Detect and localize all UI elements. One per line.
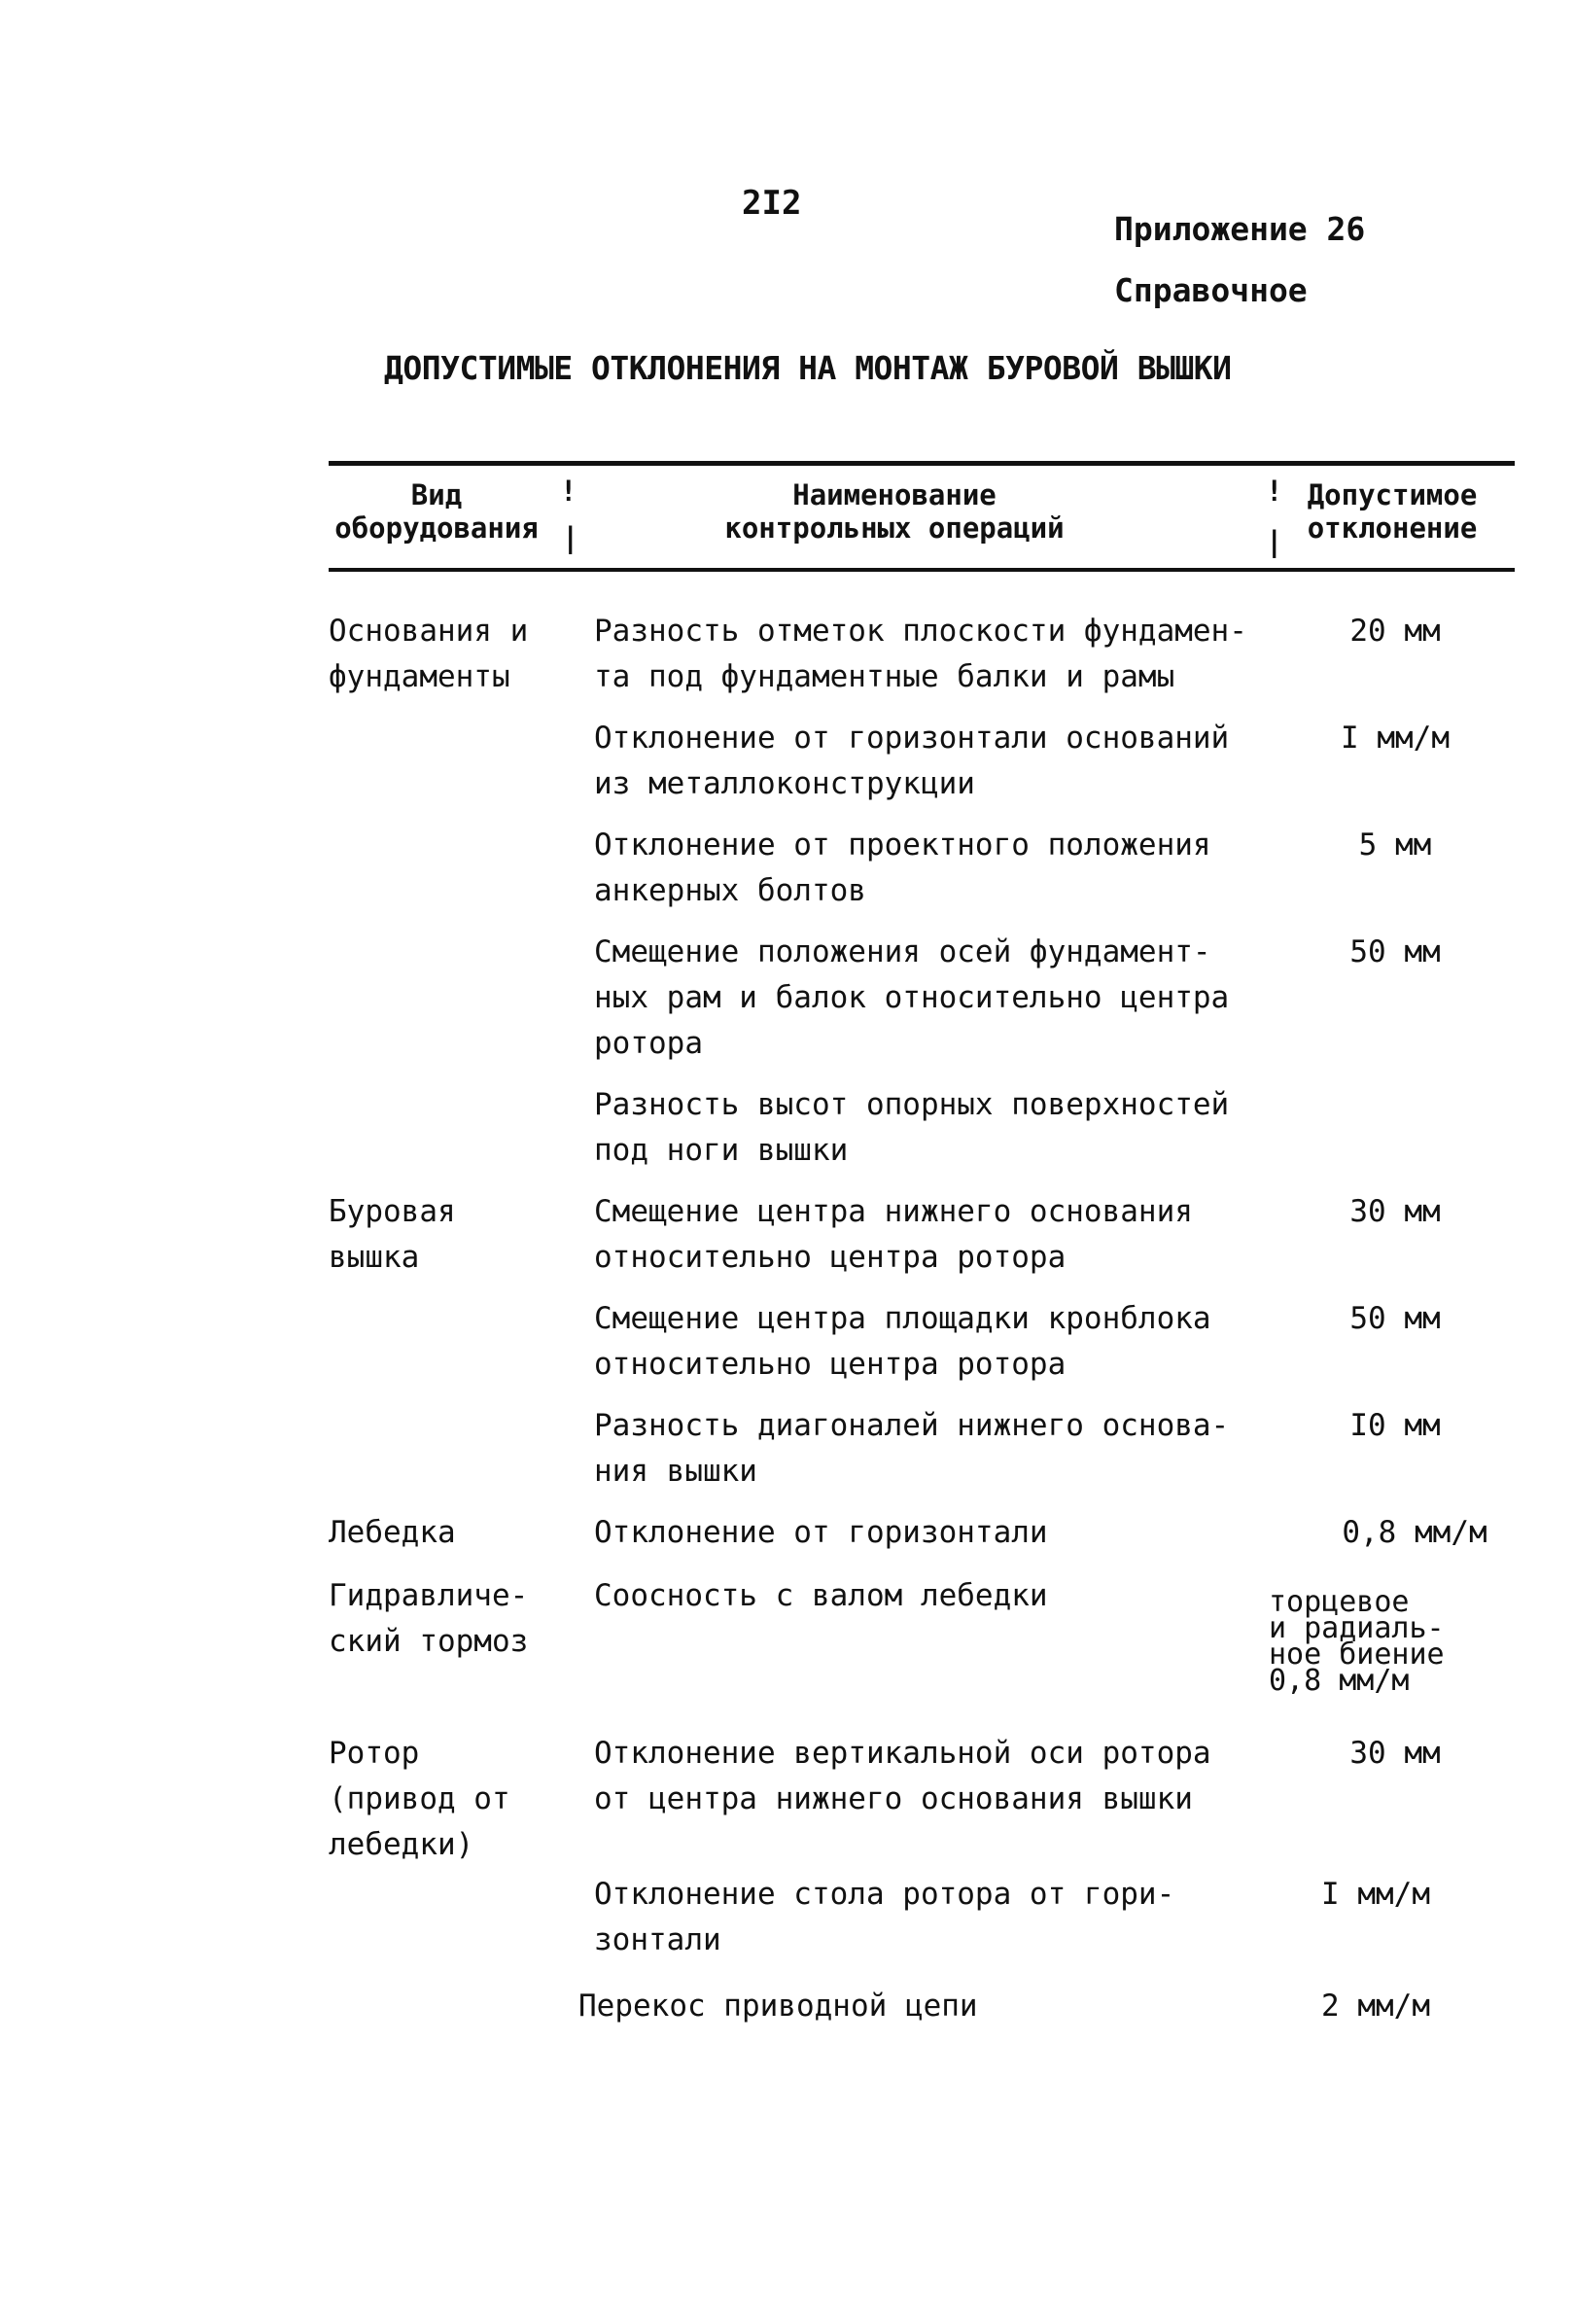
operation-text: Смещение положения осей фундамент-: [594, 934, 1211, 969]
category-label: Основания и: [329, 614, 529, 649]
header-col3-line1: Допустимое: [1307, 478, 1478, 511]
operation-text: Перекос приводной цепи: [578, 1989, 978, 2024]
operation-text: Разность отметок плоскости фундамен-: [594, 614, 1247, 649]
header-separator-mark: |: [1266, 525, 1283, 558]
operation-text: Отклонение от проектного положения: [594, 827, 1211, 863]
operation-text: Отклонение от горизонтали: [594, 1515, 1048, 1550]
operation-text: под ноги вышки: [594, 1133, 849, 1168]
operation-text: относительно центра ротора: [594, 1347, 1067, 1382]
appendix-label: Приложение 26: [1114, 210, 1366, 248]
deviation-value: 0,8 мм/м: [1269, 1664, 1410, 1698]
operation-text: Отклонение от горизонтали оснований: [594, 721, 1230, 756]
deviation-value: 20 мм: [1349, 614, 1441, 649]
category-label: Гидравличе-: [329, 1578, 529, 1613]
deviation-value: I мм/м: [1321, 1877, 1430, 1912]
reference-label: Справочное: [1114, 271, 1308, 309]
operation-text: ротора: [594, 1026, 703, 1061]
operation-text: зонтали: [594, 1922, 721, 1957]
header-col1-line1: Вид: [410, 478, 463, 511]
deviation-value: ное биение: [1269, 1637, 1445, 1672]
operation-text: Соосность с валом лебедки: [594, 1578, 1048, 1613]
header-col3-line2: отклонение: [1307, 511, 1478, 545]
category-label: Буровая: [329, 1194, 456, 1229]
operation-text: Разность диагоналей нижнего основа-: [594, 1408, 1230, 1443]
deviation-value: 0,8 мм/м: [1342, 1515, 1487, 1550]
page-number: 2I2: [742, 184, 802, 223]
operation-text: относительно центра ротора: [594, 1240, 1067, 1275]
operation-text: ния вышки: [594, 1454, 757, 1489]
deviation-value: торцевое: [1269, 1585, 1410, 1619]
category-label: вышка: [329, 1240, 420, 1275]
header-separator-mark: !: [1266, 475, 1283, 508]
deviation-value: 2 мм/м: [1321, 1989, 1430, 2024]
category-label: ский тормоз: [329, 1624, 529, 1659]
header-col2-line1: Наименование: [792, 478, 997, 511]
table-top-rule: [329, 461, 1515, 466]
header-separator-mark: !: [560, 475, 577, 508]
operation-text: Смещение центра площадки кронблока: [594, 1301, 1211, 1336]
deviation-value: и радиаль-: [1269, 1611, 1445, 1645]
category-label: (привод от: [329, 1781, 510, 1816]
deviation-value: I мм/м: [1341, 721, 1450, 756]
table-header-rule: [329, 568, 1515, 572]
operation-text: Отклонение стола ротора от гори-: [594, 1877, 1175, 1912]
document-title: ДОПУСТИМЫЕ ОТКЛОНЕНИЯ НА МОНТАЖ БУРОВОЙ ВЫШКИ: [384, 349, 1232, 387]
operation-text: Разность высот опорных поверхностей: [594, 1087, 1230, 1122]
operation-text: Отклонение вертикальной оси ротора: [594, 1736, 1211, 1771]
deviation-value: 50 мм: [1349, 934, 1441, 969]
operation-text: из металлоконструкции: [594, 766, 975, 801]
header-separator-mark: |: [562, 521, 579, 554]
operation-text: та под фундаментные балки и рамы: [594, 659, 1175, 694]
operation-text: анкерных болтов: [594, 873, 866, 908]
operation-text: ных рам и балок относительно центра: [594, 980, 1230, 1015]
deviation-value: 5 мм: [1358, 827, 1432, 863]
deviation-value: 50 мм: [1349, 1301, 1441, 1336]
deviation-value: I0 мм: [1349, 1408, 1441, 1443]
deviation-value: 30 мм: [1349, 1194, 1441, 1229]
category-label: фундаменты: [329, 659, 510, 694]
operation-text: Смещение центра нижнего основания: [594, 1194, 1193, 1229]
category-label: Ротор: [329, 1736, 420, 1771]
header-col2-line2: контрольных операций: [724, 511, 1065, 545]
deviation-value: 30 мм: [1349, 1736, 1441, 1771]
category-label: Лебедка: [329, 1515, 456, 1550]
header-col1-line2: оборудования: [334, 511, 539, 545]
category-label: лебедки): [329, 1827, 474, 1862]
operation-text: от центра нижнего основания вышки: [594, 1781, 1193, 1816]
